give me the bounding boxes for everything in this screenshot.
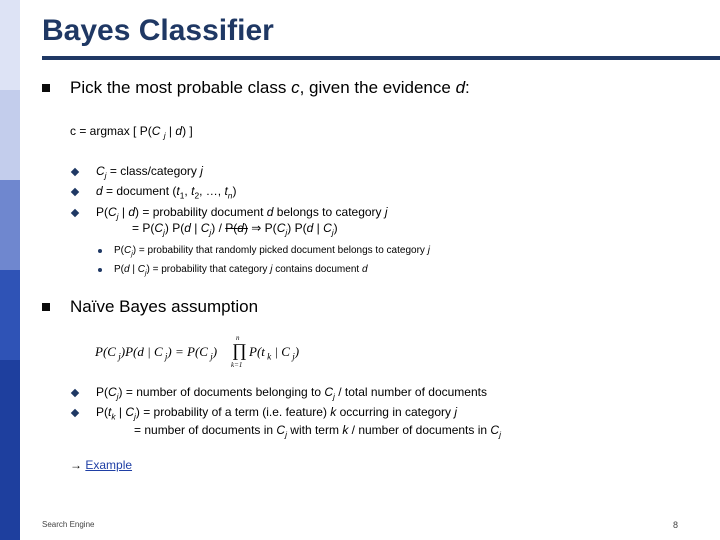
subitem-prior: $P(C_j)$ = probability that randomly picked document belongs to category j: [114, 245, 430, 258]
dot-bullet-icon: [98, 249, 102, 253]
product-upper-limit: n: [236, 334, 240, 342]
square-bullet-icon: [42, 84, 50, 92]
item-posterior-expansion: = $P(C_j)$ P(d | $C_j) / P(d)$ ⇒ $P(C_j)$ P(d | $C_j$): [132, 221, 338, 238]
diamond-bullet-icon: [71, 168, 79, 176]
slide-title: Bayes Classifier: [42, 14, 274, 47]
item-document-def: d = document ($t_1$, $t_2$, …, $t_n$): [96, 184, 237, 201]
product-symbol: ∏: [232, 340, 247, 360]
page-number: 8: [673, 520, 679, 530]
formula-left: P(C $_j$)P(d | C $_j$) = P(C $_j$): [95, 344, 218, 362]
sidebar-segment: [0, 90, 20, 180]
sidebar-decoration: [0, 0, 20, 540]
diamond-bullet-icon: [71, 389, 79, 397]
subitem-likelihood: P(d | $C_j$) = probability that category j contains document d: [114, 264, 368, 277]
naive-bayes-formula: [95, 334, 305, 374]
item-term-probability: $P(t_k$ | $C_j$) = probability of a term (i.e. feature) k occurring in category j: [96, 405, 458, 422]
arrow-right-icon: →: [70, 458, 82, 472]
diamond-bullet-icon: [71, 209, 79, 217]
product-lower-limit: k=1: [231, 361, 243, 369]
sidebar-segment: [0, 270, 20, 360]
item-class-def: $C_j$ = class/category j: [96, 164, 203, 181]
section2-heading: Naïve Bayes assumption: [70, 297, 259, 316]
example-link-row: [70, 458, 132, 472]
sidebar-segment: [0, 0, 20, 90]
diamond-bullet-icon: [71, 188, 79, 196]
dot-bullet-icon: [98, 268, 102, 272]
argmax-formula: c = argmax [ P(C $_j$ | d) ]: [70, 124, 193, 141]
square-bullet-icon: [42, 303, 50, 311]
sidebar-segment: [0, 180, 20, 270]
formula-right: P(t $_k$ | C $_j$): [249, 344, 300, 362]
footer-label: Search Engine: [42, 520, 95, 529]
item-term-estimate: = number of documents in $C_j$ with term k / number of documents in $C_j$: [134, 423, 501, 440]
item-prior-estimate: $P(C_j)$ = number of documents belonging to $C_j$ / total number of documents: [96, 385, 487, 402]
item-posterior-def: $P(C_j$ | d) = probability document d belongs to category j: [96, 205, 388, 222]
sidebar-segment: [0, 360, 20, 540]
diamond-bullet-icon: [71, 409, 79, 417]
section1-heading: Pick the most probable class c, given the evidence d:: [70, 78, 470, 97]
example-link[interactable]: Example: [85, 458, 133, 472]
title-underline: [42, 56, 720, 60]
